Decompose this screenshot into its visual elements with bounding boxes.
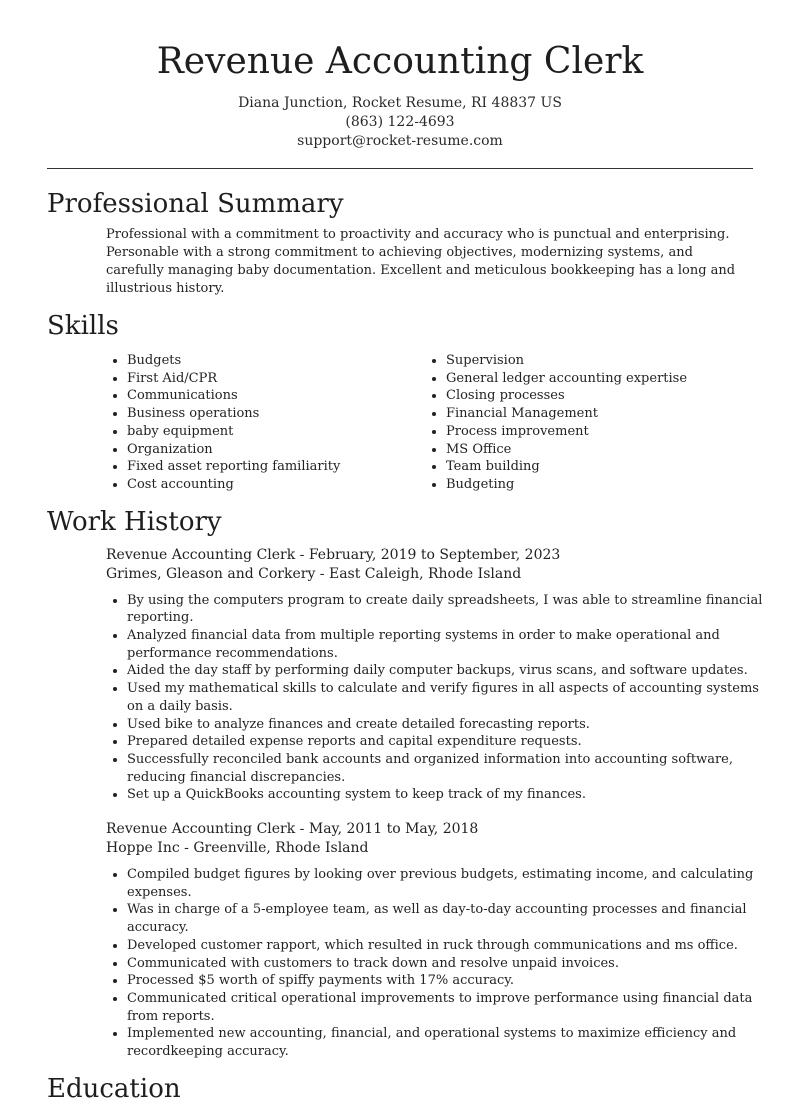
summary-heading: Professional Summary <box>47 189 344 219</box>
phone: (863) 122-4693 <box>345 114 455 130</box>
skill-item: • MS Office <box>446 441 687 459</box>
job-entry <box>106 546 763 804</box>
skill-item: • First Aid/CPR <box>127 370 366 388</box>
list-item: • By using the computers program to create daily spreadsheets, I was able to streamline financial reporting. <box>127 592 767 627</box>
education-heading: Education <box>47 1073 181 1104</box>
header-divider <box>47 168 753 169</box>
resume-page <box>47 0 763 1105</box>
skill-item: • Financial Management <box>446 405 687 423</box>
list-item: • Developed customer rapport, which resulted in ruck through communications and ms office. <box>127 937 767 955</box>
job-employer-location: Grimes, Gleason and Corkery - East Caleigh, Rhode Island <box>106 565 522 582</box>
job-title-dates: Revenue Accounting Clerk - February, 2019 to September, 2023 <box>106 546 561 563</box>
list-item: • Communicated with customers to track down and resolve unpaid invoices. <box>127 955 767 973</box>
skill-item: • Budgeting <box>446 476 687 494</box>
skill-item: • Cost accounting <box>127 476 366 494</box>
work-history-heading: Work History <box>47 506 222 537</box>
skill-item: • Communications <box>127 387 366 405</box>
list-item: • Compiled budget figures by looking over previous budgets, estimating income, and calculating expenses. <box>127 866 767 901</box>
list-item: • Used my mathematical skills to calculate and verify figures in all aspects of accounting systems on a daily basis. <box>127 680 767 715</box>
contact-info <box>47 94 753 151</box>
summary-text: Professional with a commitment to proactivity and accuracy who is punctual and enterprising. Personable with a strong commitment to achieving objectives, modernizing systems, and carefully managing baby documentation. Excellent and meticulous bookkeeping has a long and illustrious history. <box>106 227 736 296</box>
resume-header <box>47 0 753 151</box>
skill-item: • General ledger accounting expertise <box>446 370 687 388</box>
skills-list <box>47 352 753 494</box>
list-item: • Analyzed financial data from multiple reporting systems in order to make operational and performance recommendations. <box>127 627 767 662</box>
list-item: • Implemented new accounting, financial, and operational systems to maximize efficiency and recordkeeping accuracy. <box>127 1025 767 1060</box>
candidate-name: Revenue Accounting Clerk <box>156 41 644 82</box>
list-item: • Set up a QuickBooks accounting system to keep track of my finances. <box>127 786 767 804</box>
job-employer-location: Hoppe Inc - Greenville, Rhode Island <box>106 840 369 857</box>
skill-item: • Closing processes <box>446 387 687 405</box>
list-item: • Was in charge of a 5-employee team, as well as day-to-day accounting processes and financial accuracy. <box>127 901 767 936</box>
list-item: • Communicated critical operational improvements to improve performance using financial data from reports. <box>127 990 767 1025</box>
email: support@rocket-resume.com <box>297 133 503 149</box>
skill-item: • Supervision <box>446 352 687 370</box>
job-entry <box>106 820 753 1061</box>
skill-item: • Organization <box>127 441 366 459</box>
skill-item: • Process improvement <box>446 423 687 441</box>
job-title-dates: Revenue Accounting Clerk - May, 2011 to May, 2018 <box>106 821 479 838</box>
list-item: • Successfully reconciled bank accounts and organized information into accounting software, reducing financial discrepancies. <box>127 751 767 786</box>
skill-item: • Business operations <box>127 405 366 423</box>
skill-item: • Fixed asset reporting familiarity <box>127 458 366 476</box>
skill-item: • Budgets <box>127 352 366 370</box>
list-item: • Aided the day staff by performing daily computer backups, virus scans, and software updates. <box>127 662 767 680</box>
skills-column-left <box>47 352 366 494</box>
skill-item: • Team building <box>446 458 687 476</box>
address: Diana Junction, Rocket Resume, RI 48837 US <box>238 95 562 111</box>
job-bullets <box>106 866 767 1061</box>
skill-item: • baby equipment <box>127 423 366 441</box>
skills-column-right <box>366 352 687 494</box>
list-item: • Processed $5 worth of spiffy payments with 17% accuracy. <box>127 972 767 990</box>
list-item: • Used bike to analyze finances and create detailed forecasting reports. <box>127 716 767 734</box>
job-bullets <box>106 592 767 804</box>
skills-heading: Skills <box>47 311 119 341</box>
list-item: • Prepared detailed expense reports and capital expenditure requests. <box>127 733 767 751</box>
